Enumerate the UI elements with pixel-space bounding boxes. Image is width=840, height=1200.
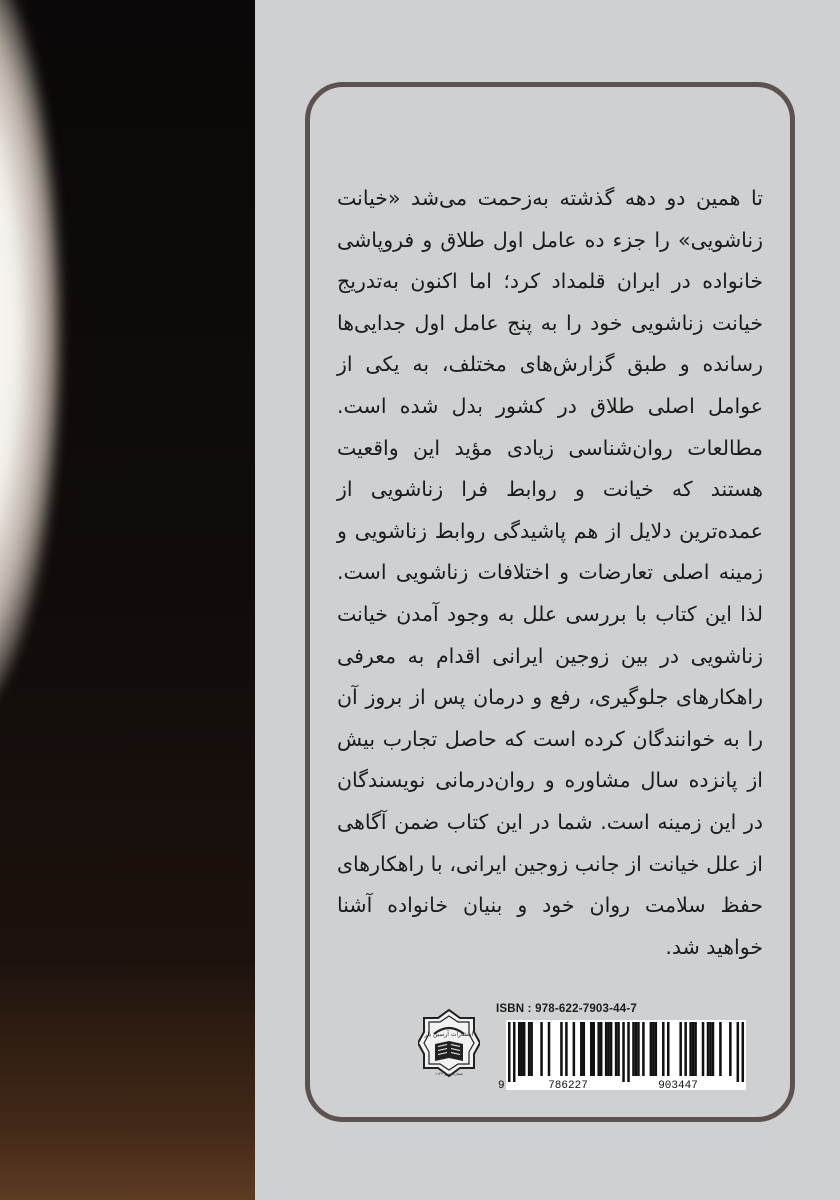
logo-sub-caption: شماره مجوز ۱۱۲۳ [435,1072,463,1076]
isbn-label: ISBN : 978-622-7903-44-7 [496,1003,637,1015]
barcode-bar [600,1022,603,1076]
barcode-bar [709,1022,712,1076]
barcode-bar [605,1022,608,1076]
barcode-digits-group-2: 903447 [658,1080,698,1090]
barcode-bar [729,1022,732,1076]
barcode-bar [617,1022,620,1076]
barcode-bar [518,1022,521,1076]
barcode-bar [742,1022,745,1082]
barcode-bar [652,1022,655,1076]
barcode-bar [737,1022,740,1082]
barcode-bar [528,1022,531,1076]
barcode-bar [712,1022,715,1076]
barcode-bar [523,1022,526,1076]
barcode-bar [692,1022,695,1076]
barcode-bar [632,1022,635,1076]
barcode-bar [627,1022,630,1082]
barcode-bar [642,1022,645,1076]
book-blurb: تا همین دو دهه گذشته به‌زحمت می‌شد «خیانت زناشویی» را جزء ده عامل اول طلاق و فروپاشی خانواده در ایران قلمداد کرد؛ اما اکنون به‌تدریج خیانت زناشویی خود را به پنج عامل اول جدایی‌ها رسانده و طبق گزارش‌های مختلف، به یکی از عوامل اصلی طلاق در کشور بدل شده است. مطالعات روان‌شناسی زیادی مؤید این واقعیت هستند که خیانت و روابط فرا زناشویی از عمده‌ترین دلایل از هم پاشیدگی روابط زناشویی و زمینه اصلی تعارضات و اختلافات زناشویی است. لذا این کتاب با بررسی علل به وجود آمدن خیانت زناشویی در بین زوجین ایرانی اقدام به معرفی راهکارهای جلوگیری، رفع و درمان پس از بروز آن را به خوانندگان کرده است که حاصل تجارب بیش از پانزده سال مشاوره و روان‌درمانی نویسندگان در این زمینه است. شما در این کتاب ضمن آگاهی از علل خیانت از جانب زوجین ایرانی، با راهکارهای حفظ سلامت روان خود و بنیان خانواده آشنا خواهید شد. [337,186,763,959]
barcode-bar [520,1022,523,1076]
photo-floor-shade [0,960,255,1200]
barcode-bar [580,1022,583,1076]
barcode-bar [513,1022,516,1082]
open-book-icon [435,1041,463,1061]
barcode-bar [592,1022,595,1076]
barcode-bar [583,1022,586,1076]
barcode-bar [635,1022,638,1076]
barcode-bar [607,1022,610,1076]
isbn-barcode [496,1020,752,1090]
barcode-bar [707,1022,710,1076]
barcode-bar [719,1022,722,1076]
barcode-bar [684,1022,687,1076]
barcode-bar [590,1022,593,1076]
barcode-bar [573,1022,576,1076]
cover-photo-strip [0,0,255,1200]
barcode-bar [508,1022,511,1082]
barcode-bar [548,1022,551,1076]
barcode-bar [530,1022,533,1076]
barcode-bar [702,1022,705,1076]
barcode-bar [560,1022,563,1076]
barcode-bar [622,1022,625,1082]
barcode-bar [694,1022,697,1076]
barcode-bar [679,1022,682,1076]
barcode-bar [610,1022,613,1076]
barcode-bar [667,1022,670,1076]
barcode-bar [650,1022,653,1076]
publisher-logo [418,1008,480,1078]
barcode-bar [615,1022,618,1076]
logo-caption: انتشارات آرسین یار [424,1031,474,1038]
barcode-bar [597,1022,600,1076]
photo-light-glow [0,0,60,720]
barcode-bar [662,1022,665,1076]
barcode-bar [565,1022,568,1076]
barcode-bar [689,1022,692,1076]
barcode-bar [540,1022,543,1076]
barcode-digits-group-1: 786227 [548,1080,588,1090]
barcode-digit-left: 9 [498,1080,505,1090]
barcode-bar [655,1022,658,1076]
barcode-bar [637,1022,640,1076]
